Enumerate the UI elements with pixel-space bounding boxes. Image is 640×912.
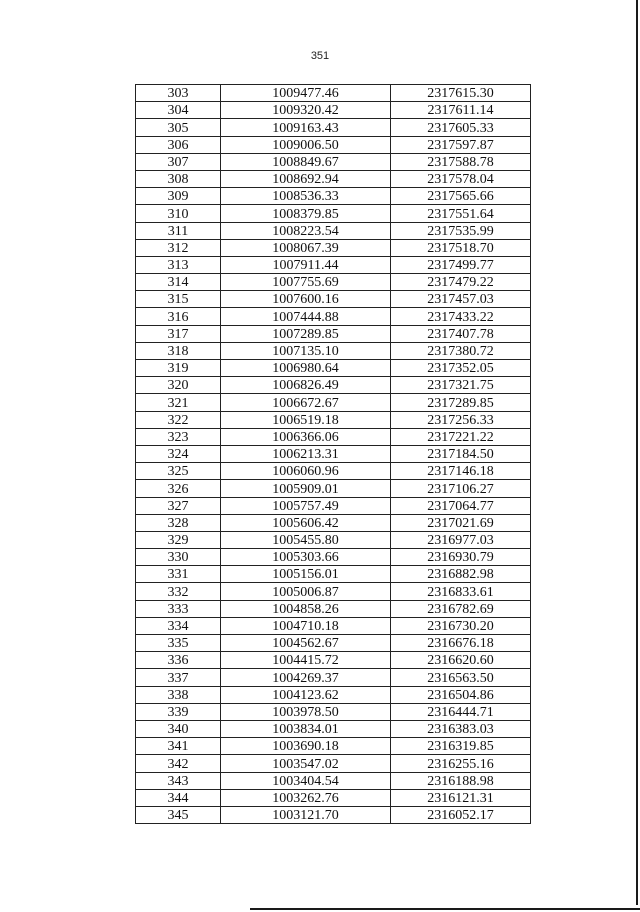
table-row bbox=[136, 342, 531, 359]
table-row bbox=[136, 463, 531, 480]
y-coordinate-cell: 2317380.72 bbox=[391, 342, 531, 359]
x-coordinate-cell: 1003547.02 bbox=[221, 755, 391, 772]
y-coordinate-cell: 2316930.79 bbox=[391, 549, 531, 566]
x-coordinate-cell: 1005606.42 bbox=[221, 514, 391, 531]
y-coordinate-cell: 2316882.98 bbox=[391, 566, 531, 583]
x-coordinate-cell: 1006060.96 bbox=[221, 463, 391, 480]
table-row bbox=[136, 600, 531, 617]
table-row bbox=[136, 205, 531, 222]
y-coordinate-cell: 2317146.18 bbox=[391, 463, 531, 480]
x-coordinate-cell: 1005909.01 bbox=[221, 480, 391, 497]
x-coordinate-cell: 1003121.70 bbox=[221, 806, 391, 823]
x-coordinate-cell: 1006519.18 bbox=[221, 411, 391, 428]
y-coordinate-cell: 2317615.30 bbox=[391, 85, 531, 102]
table-row bbox=[136, 531, 531, 548]
table-row bbox=[136, 222, 531, 239]
y-coordinate-cell: 2317551.64 bbox=[391, 205, 531, 222]
table-row bbox=[136, 566, 531, 583]
table-row bbox=[136, 308, 531, 325]
y-coordinate-cell: 2316052.17 bbox=[391, 806, 531, 823]
table-row bbox=[136, 274, 531, 291]
x-coordinate-cell: 1004123.62 bbox=[221, 686, 391, 703]
point-id-cell: 314 bbox=[136, 274, 221, 291]
x-coordinate-cell: 1007911.44 bbox=[221, 256, 391, 273]
y-coordinate-cell: 2316620.60 bbox=[391, 652, 531, 669]
table-row bbox=[136, 136, 531, 153]
point-id-cell: 329 bbox=[136, 531, 221, 548]
page-edge-bottom-border bbox=[250, 908, 640, 910]
table-row bbox=[136, 583, 531, 600]
x-coordinate-cell: 1003404.54 bbox=[221, 772, 391, 789]
y-coordinate-cell: 2317597.87 bbox=[391, 136, 531, 153]
point-id-cell: 310 bbox=[136, 205, 221, 222]
y-coordinate-cell: 2316977.03 bbox=[391, 531, 531, 548]
y-coordinate-cell: 2316383.03 bbox=[391, 720, 531, 737]
table-row bbox=[136, 514, 531, 531]
y-coordinate-cell: 2317064.77 bbox=[391, 497, 531, 514]
x-coordinate-cell: 1009006.50 bbox=[221, 136, 391, 153]
table-row bbox=[136, 102, 531, 119]
y-coordinate-cell: 2317184.50 bbox=[391, 445, 531, 462]
y-coordinate-cell: 2316188.98 bbox=[391, 772, 531, 789]
point-id-cell: 339 bbox=[136, 703, 221, 720]
point-id-cell: 305 bbox=[136, 119, 221, 136]
table-row bbox=[136, 153, 531, 170]
point-id-cell: 325 bbox=[136, 463, 221, 480]
x-coordinate-cell: 1008849.67 bbox=[221, 153, 391, 170]
table-row bbox=[136, 119, 531, 136]
x-coordinate-cell: 1004562.67 bbox=[221, 635, 391, 652]
y-coordinate-cell: 2316563.50 bbox=[391, 669, 531, 686]
y-coordinate-cell: 2316319.85 bbox=[391, 738, 531, 755]
point-id-cell: 335 bbox=[136, 635, 221, 652]
x-coordinate-cell: 1008223.54 bbox=[221, 222, 391, 239]
x-coordinate-cell: 1005757.49 bbox=[221, 497, 391, 514]
point-id-cell: 323 bbox=[136, 428, 221, 445]
page-number: 351 bbox=[310, 50, 330, 62]
point-id-cell: 318 bbox=[136, 342, 221, 359]
table-row bbox=[136, 377, 531, 394]
point-id-cell: 331 bbox=[136, 566, 221, 583]
x-coordinate-cell: 1009320.42 bbox=[221, 102, 391, 119]
x-coordinate-cell: 1006980.64 bbox=[221, 360, 391, 377]
point-id-cell: 312 bbox=[136, 239, 221, 256]
table-row bbox=[136, 720, 531, 737]
point-id-cell: 338 bbox=[136, 686, 221, 703]
x-coordinate-cell: 1004269.37 bbox=[221, 669, 391, 686]
point-id-cell: 336 bbox=[136, 652, 221, 669]
y-coordinate-cell: 2317499.77 bbox=[391, 256, 531, 273]
point-id-cell: 320 bbox=[136, 377, 221, 394]
point-id-cell: 326 bbox=[136, 480, 221, 497]
point-id-cell: 340 bbox=[136, 720, 221, 737]
point-id-cell: 334 bbox=[136, 617, 221, 634]
table-row bbox=[136, 686, 531, 703]
table-row bbox=[136, 652, 531, 669]
y-coordinate-cell: 2317611.14 bbox=[391, 102, 531, 119]
x-coordinate-cell: 1008379.85 bbox=[221, 205, 391, 222]
x-coordinate-cell: 1008692.94 bbox=[221, 170, 391, 187]
table-row bbox=[136, 669, 531, 686]
point-id-cell: 332 bbox=[136, 583, 221, 600]
y-coordinate-cell: 2317106.27 bbox=[391, 480, 531, 497]
point-id-cell: 343 bbox=[136, 772, 221, 789]
x-coordinate-cell: 1005156.01 bbox=[221, 566, 391, 583]
y-coordinate-cell: 2316730.20 bbox=[391, 617, 531, 634]
table-row bbox=[136, 635, 531, 652]
table-row bbox=[136, 549, 531, 566]
x-coordinate-cell: 1003834.01 bbox=[221, 720, 391, 737]
table-row bbox=[136, 806, 531, 823]
y-coordinate-cell: 2316833.61 bbox=[391, 583, 531, 600]
point-id-cell: 337 bbox=[136, 669, 221, 686]
point-id-cell: 328 bbox=[136, 514, 221, 531]
y-coordinate-cell: 2316121.31 bbox=[391, 789, 531, 806]
coordinates-table bbox=[135, 84, 531, 824]
point-id-cell: 341 bbox=[136, 738, 221, 755]
x-coordinate-cell: 1003690.18 bbox=[221, 738, 391, 755]
y-coordinate-cell: 2316782.69 bbox=[391, 600, 531, 617]
table-row bbox=[136, 170, 531, 187]
point-id-cell: 327 bbox=[136, 497, 221, 514]
y-coordinate-cell: 2317433.22 bbox=[391, 308, 531, 325]
point-id-cell: 309 bbox=[136, 188, 221, 205]
x-coordinate-cell: 1004858.26 bbox=[221, 600, 391, 617]
y-coordinate-cell: 2317457.03 bbox=[391, 291, 531, 308]
table-row bbox=[136, 291, 531, 308]
x-coordinate-cell: 1009477.46 bbox=[221, 85, 391, 102]
x-coordinate-cell: 1008067.39 bbox=[221, 239, 391, 256]
point-id-cell: 316 bbox=[136, 308, 221, 325]
y-coordinate-cell: 2317588.78 bbox=[391, 153, 531, 170]
y-coordinate-cell: 2317221.22 bbox=[391, 428, 531, 445]
x-coordinate-cell: 1006366.06 bbox=[221, 428, 391, 445]
y-coordinate-cell: 2317565.66 bbox=[391, 188, 531, 205]
table-row bbox=[136, 428, 531, 445]
point-id-cell: 317 bbox=[136, 325, 221, 342]
table-row bbox=[136, 239, 531, 256]
table-row bbox=[136, 772, 531, 789]
point-id-cell: 311 bbox=[136, 222, 221, 239]
table-row bbox=[136, 617, 531, 634]
y-coordinate-cell: 2317256.33 bbox=[391, 411, 531, 428]
point-id-cell: 342 bbox=[136, 755, 221, 772]
table-row bbox=[136, 256, 531, 273]
point-id-cell: 321 bbox=[136, 394, 221, 411]
y-coordinate-cell: 2317518.70 bbox=[391, 239, 531, 256]
x-coordinate-cell: 1003262.76 bbox=[221, 789, 391, 806]
y-coordinate-cell: 2317352.05 bbox=[391, 360, 531, 377]
y-coordinate-cell: 2316444.71 bbox=[391, 703, 531, 720]
x-coordinate-cell: 1006826.49 bbox=[221, 377, 391, 394]
x-coordinate-cell: 1007755.69 bbox=[221, 274, 391, 291]
x-coordinate-cell: 1003978.50 bbox=[221, 703, 391, 720]
point-id-cell: 319 bbox=[136, 360, 221, 377]
y-coordinate-cell: 2316676.18 bbox=[391, 635, 531, 652]
x-coordinate-cell: 1007600.16 bbox=[221, 291, 391, 308]
table-row bbox=[136, 755, 531, 772]
table-row bbox=[136, 703, 531, 720]
x-coordinate-cell: 1005303.66 bbox=[221, 549, 391, 566]
y-coordinate-cell: 2317605.33 bbox=[391, 119, 531, 136]
y-coordinate-cell: 2316255.16 bbox=[391, 755, 531, 772]
coordinates-table-body bbox=[136, 85, 531, 824]
x-coordinate-cell: 1006672.67 bbox=[221, 394, 391, 411]
x-coordinate-cell: 1005455.80 bbox=[221, 531, 391, 548]
table-row bbox=[136, 394, 531, 411]
y-coordinate-cell: 2317479.22 bbox=[391, 274, 531, 291]
point-id-cell: 308 bbox=[136, 170, 221, 187]
y-coordinate-cell: 2317289.85 bbox=[391, 394, 531, 411]
x-coordinate-cell: 1004710.18 bbox=[221, 617, 391, 634]
x-coordinate-cell: 1009163.43 bbox=[221, 119, 391, 136]
x-coordinate-cell: 1004415.72 bbox=[221, 652, 391, 669]
x-coordinate-cell: 1007289.85 bbox=[221, 325, 391, 342]
table-row bbox=[136, 85, 531, 102]
point-id-cell: 345 bbox=[136, 806, 221, 823]
page-edge-right-border bbox=[636, 0, 638, 905]
table-row bbox=[136, 445, 531, 462]
y-coordinate-cell: 2317021.69 bbox=[391, 514, 531, 531]
y-coordinate-cell: 2316504.86 bbox=[391, 686, 531, 703]
table-row bbox=[136, 188, 531, 205]
point-id-cell: 322 bbox=[136, 411, 221, 428]
x-coordinate-cell: 1008536.33 bbox=[221, 188, 391, 205]
point-id-cell: 324 bbox=[136, 445, 221, 462]
table-row bbox=[136, 789, 531, 806]
x-coordinate-cell: 1007444.88 bbox=[221, 308, 391, 325]
x-coordinate-cell: 1006213.31 bbox=[221, 445, 391, 462]
table-row bbox=[136, 480, 531, 497]
y-coordinate-cell: 2317321.75 bbox=[391, 377, 531, 394]
x-coordinate-cell: 1005006.87 bbox=[221, 583, 391, 600]
point-id-cell: 304 bbox=[136, 102, 221, 119]
point-id-cell: 315 bbox=[136, 291, 221, 308]
table-row bbox=[136, 360, 531, 377]
table-row bbox=[136, 411, 531, 428]
y-coordinate-cell: 2317407.78 bbox=[391, 325, 531, 342]
point-id-cell: 303 bbox=[136, 85, 221, 102]
point-id-cell: 330 bbox=[136, 549, 221, 566]
x-coordinate-cell: 1007135.10 bbox=[221, 342, 391, 359]
table-row bbox=[136, 325, 531, 342]
y-coordinate-cell: 2317535.99 bbox=[391, 222, 531, 239]
point-id-cell: 344 bbox=[136, 789, 221, 806]
table-row bbox=[136, 738, 531, 755]
point-id-cell: 307 bbox=[136, 153, 221, 170]
y-coordinate-cell: 2317578.04 bbox=[391, 170, 531, 187]
point-id-cell: 306 bbox=[136, 136, 221, 153]
table-row bbox=[136, 497, 531, 514]
point-id-cell: 333 bbox=[136, 600, 221, 617]
point-id-cell: 313 bbox=[136, 256, 221, 273]
